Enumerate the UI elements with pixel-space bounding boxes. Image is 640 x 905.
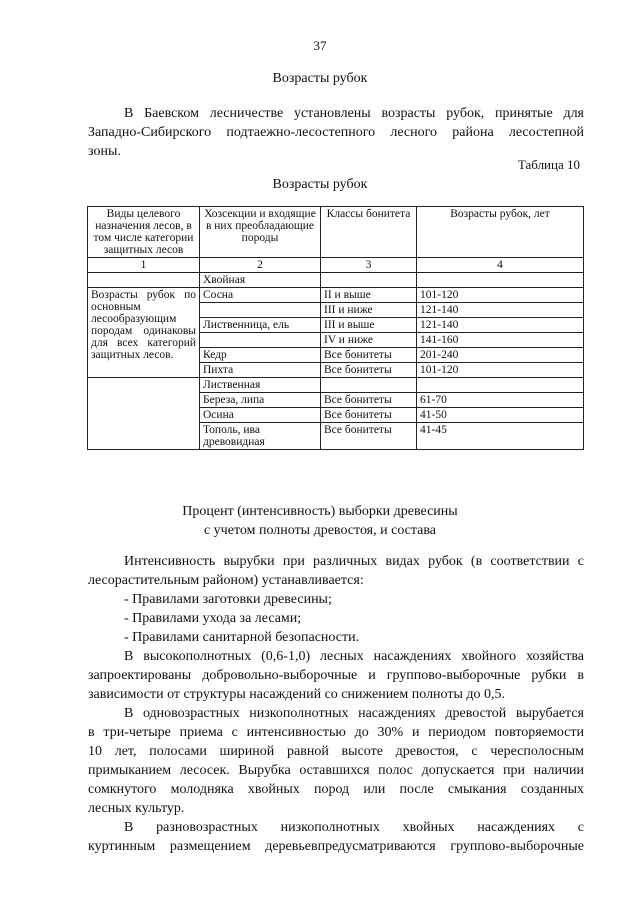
table-row <box>88 273 584 288</box>
empty-cell <box>321 378 417 393</box>
species-cell: Сосна <box>200 288 321 303</box>
species-cell: Тополь, ива древовидная <box>200 423 321 450</box>
species-cell: Осина <box>200 408 321 423</box>
empty-cell <box>417 273 584 288</box>
column-number: 4 <box>417 258 584 273</box>
paragraph-line: В одновозрастных низкополнотных насаждениях древостой вырубается <box>124 706 584 721</box>
group-deciduous: Лиственная <box>200 378 321 393</box>
group-conifer: Хвойная <box>200 273 321 288</box>
intro-line-2: Западно-Сибирского подтаежно-лесостепного лесного района лесостепной <box>88 125 584 140</box>
cutting-age-table <box>87 206 584 450</box>
table-row <box>88 378 584 393</box>
species-cell: Лиственница, ель <box>200 318 321 333</box>
age-cell: 101-120 <box>417 363 584 378</box>
table-label: Таблица 10 <box>517 157 580 172</box>
paragraph-line: в три-четыре приема с интенсивностью до 30% и периодом повторяемости <box>88 725 584 740</box>
column-number: 1 <box>88 258 200 273</box>
column-number-row <box>88 258 584 273</box>
header-cell: Хозсекции и входящие в них преобладающие породы <box>200 207 321 258</box>
species-cell: Береза, липа <box>200 393 321 408</box>
list-item: - Правилами ухода за лесами; <box>124 611 302 626</box>
header-cell: Классы бонитета <box>321 207 417 258</box>
list-item: - Правилами заготовки древесины; <box>124 592 332 607</box>
paragraph-line: В высокополнотных (0,6-1,0) лесных насаждениях хвойного хозяйства <box>124 649 584 664</box>
table-title: Возрасты рубок <box>272 177 368 192</box>
species-cell: Кедр <box>200 348 321 363</box>
paragraph-line: Интенсивность вырубки при различных видах рубок (в соответствии с <box>124 554 584 569</box>
intro-paragraph <box>88 104 584 161</box>
empty-cell <box>88 273 200 288</box>
class-cell: Все бонитеты <box>321 408 417 423</box>
paragraph-line: зависимости от структуры насаждений со снижением полноты до 0,5. <box>88 687 506 702</box>
header-cell: Виды целевого назначения лесов, в том числе категории защитных лесов <box>88 207 200 258</box>
age-cell: 101-120 <box>417 288 584 303</box>
table-header-row <box>88 207 584 258</box>
class-cell: III и выше <box>321 318 417 333</box>
class-cell: Все бонитеты <box>321 363 417 378</box>
age-cell: 141-160 <box>417 333 584 348</box>
section-heading <box>0 502 640 540</box>
age-cell: 41-45 <box>417 423 584 450</box>
paragraph-line: лесных культур. <box>88 801 185 816</box>
paragraph-line: куртинным размещением деревьевпредусматриваются группово-выборочные <box>88 839 584 854</box>
species-cell <box>200 333 321 348</box>
empty-cell <box>321 273 417 288</box>
paragraph-line: В разновозрастных низкополнотных хвойных насаждениях с <box>124 820 584 835</box>
class-cell: Все бонитеты <box>321 393 417 408</box>
age-cell: 61-70 <box>417 393 584 408</box>
species-cell <box>200 303 321 318</box>
empty-cell <box>417 378 584 393</box>
empty-cell <box>88 378 200 450</box>
class-cell: IV и ниже <box>321 333 417 348</box>
page-number: 37 <box>313 38 327 53</box>
paragraph-line: сомкнутого молодняка хвойных пород или после смыкания созданных <box>88 782 584 797</box>
intro-line-1: В Баевском лесничестве установлены возрасты рубок, принятые для <box>124 106 584 121</box>
row-label: Возрасты рубок по основным лесообразующим породам одинаковы для всех категорий защитных лесов. <box>88 288 200 378</box>
paragraph-line: 10 лет, полосами шириной равной высоте древостоя, с чересполосным <box>88 744 584 759</box>
age-cell: 121-140 <box>417 318 584 333</box>
section-heading-line-1: Процент (интенсивность) выборки древесины <box>182 504 458 519</box>
class-cell: III и ниже <box>321 303 417 318</box>
header-cell: Возрасты рубок, лет <box>417 207 584 258</box>
age-cell: 201-240 <box>417 348 584 363</box>
column-number: 3 <box>321 258 417 273</box>
section-title: Возрасты рубок <box>272 71 368 86</box>
class-cell: Все бонитеты <box>321 423 417 450</box>
species-cell: Пихта <box>200 363 321 378</box>
list-item: - Правилами санитарной безопасности. <box>124 630 360 645</box>
column-number: 2 <box>200 258 321 273</box>
body-text <box>88 552 584 856</box>
paragraph-line: запроектированы добровольно-выборочные и группово-выборочные рубки в <box>88 668 584 683</box>
intro-line-3: зоны. <box>88 144 121 159</box>
paragraph-line: лесорастительным районом) устанавливается: <box>88 573 364 588</box>
class-cell: II и выше <box>321 288 417 303</box>
class-cell: Все бонитеты <box>321 348 417 363</box>
paragraph-line: примыканием лесосек. Вырубка оставшихся полос допускается при наличии <box>88 763 584 778</box>
section-heading-line-2: с учетом полноты древостоя, и состава <box>203 523 437 538</box>
table-row <box>88 288 584 303</box>
age-cell: 121-140 <box>417 303 584 318</box>
age-cell: 41-50 <box>417 408 584 423</box>
